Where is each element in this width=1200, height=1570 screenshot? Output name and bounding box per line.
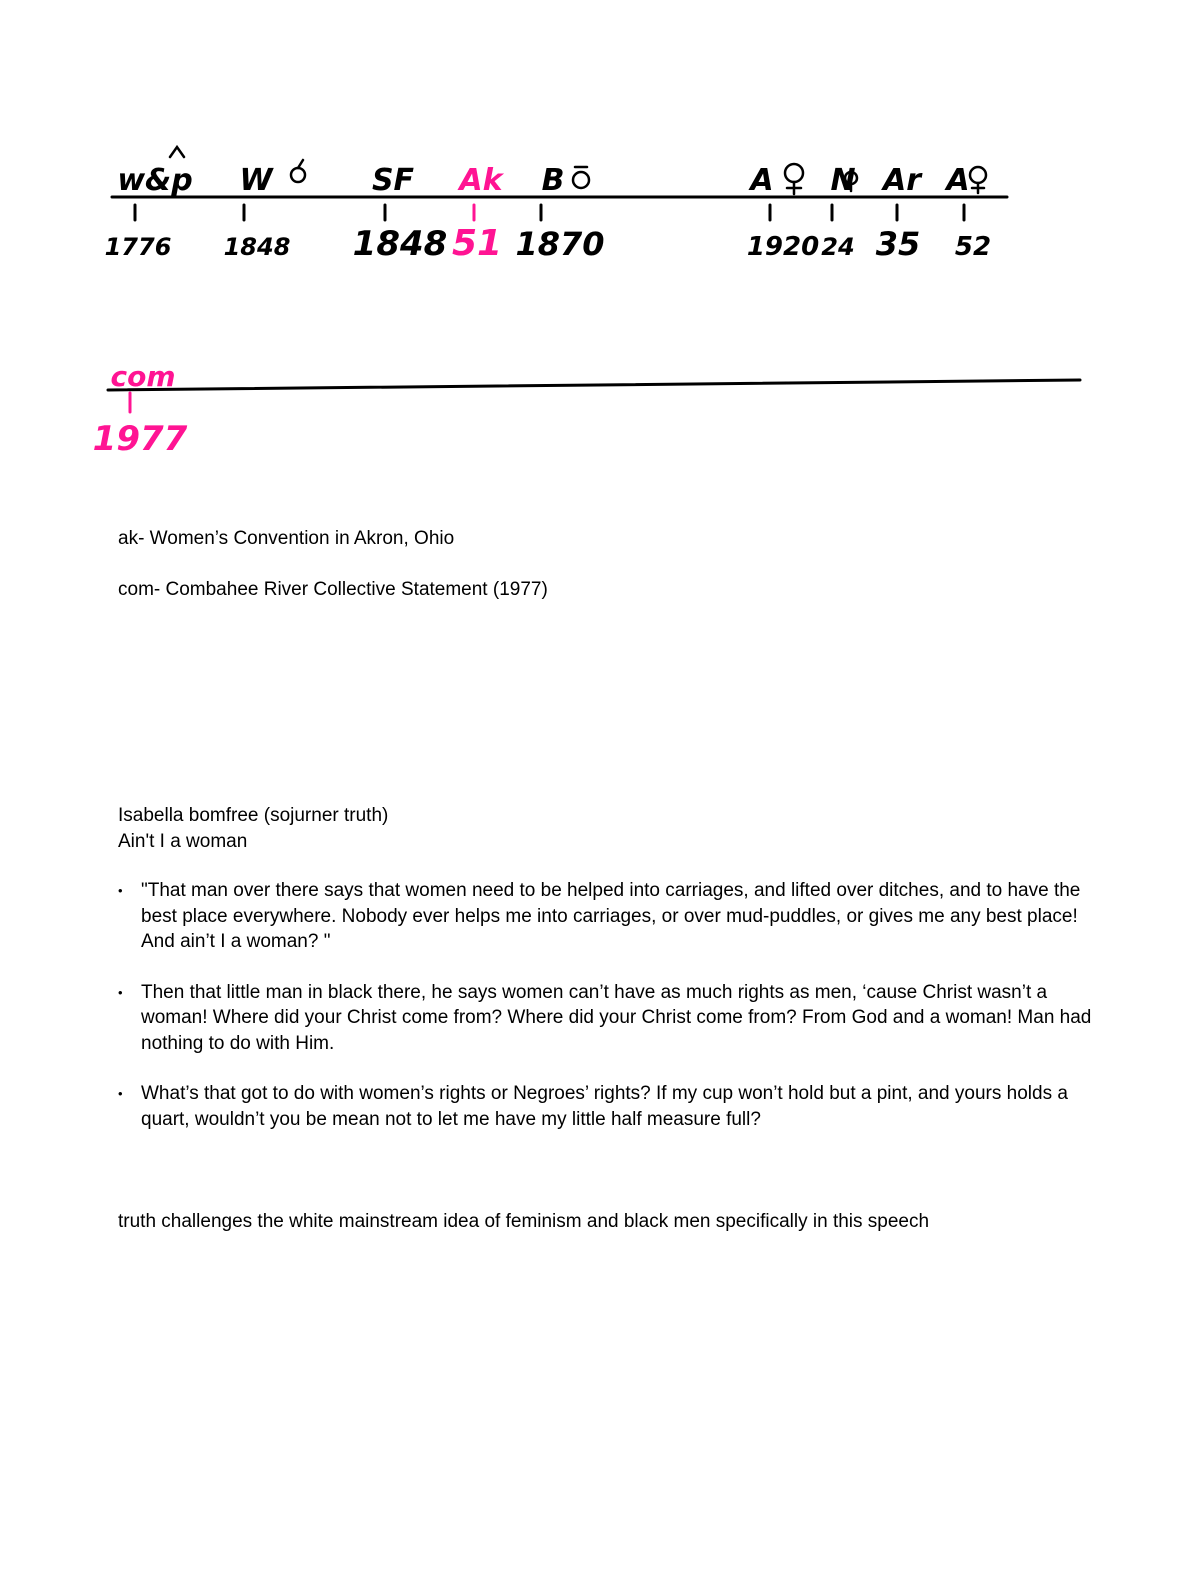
timeline-1-years bbox=[105, 223, 991, 264]
timeline-1-labels bbox=[117, 163, 969, 198]
legend-com: com- Combahee River Collective Statement (1977) bbox=[118, 579, 548, 600]
speech-title: Ain't I a woman bbox=[118, 831, 248, 852]
timeline-2-events bbox=[93, 360, 188, 459]
timeline-2-axis bbox=[108, 380, 1080, 390]
timeline-1-event-label: B bbox=[541, 163, 565, 198]
timeline-1-event-year: 35 bbox=[875, 225, 921, 263]
timeline-1-ticks bbox=[135, 205, 964, 220]
bullet-marker: • bbox=[118, 1086, 123, 1101]
speech-quotes-list bbox=[118, 878, 1098, 1157]
speech-speaker: Isabella bomfree (sojurner truth) bbox=[118, 805, 389, 826]
timeline-2-event-year: 1977 bbox=[92, 419, 188, 459]
list-item bbox=[118, 1081, 1098, 1132]
timeline-2-event-label: com bbox=[110, 360, 176, 393]
timeline-1-event-label: SF bbox=[371, 163, 415, 198]
timeline-1-event-year: 1920 bbox=[746, 232, 820, 262]
timeline-1-event-label: A bbox=[946, 163, 970, 198]
timeline-1-event-label: Ak bbox=[459, 163, 503, 198]
bullet-marker: • bbox=[118, 883, 123, 898]
handwritten-timelines bbox=[0, 0, 1200, 480]
legend-ak: ak- Women’s Convention in Akron, Ohio bbox=[118, 528, 455, 549]
conclusion-text: truth challenges the white mainstream idea of feminism and black men specifically in this speech bbox=[118, 1211, 930, 1232]
list-item bbox=[118, 980, 1098, 1057]
timeline-1-event-year: 1870 bbox=[515, 225, 605, 263]
timeline-1-event-year: 1848 bbox=[352, 224, 448, 264]
quote-text: Then that little man in black there, he says women can’t have as much rights as men, ‘cause Christ wasn’t a woman! Where did your Christ come from? Where did your Christ come from? From God and a woman! Man had nothing to do with Him. bbox=[141, 981, 1092, 1054]
quote-text: "That man over there says that women need to be helped into carriages, and lifted over ditches, and to have the best place everywhere. Nobody ever helps me into carriages, or over mud-puddles, or gives me any best place! And ain’t I a woman? " bbox=[141, 880, 1081, 952]
timeline-1-event-year: 24 bbox=[821, 233, 855, 261]
timeline-1-event-label: w&p bbox=[117, 163, 193, 198]
quote-text: What’s that got to do with women’s rights or Negroes’ rights? If my cup won’t hold but a pint, and yours holds a quart, wouldn’t you be mean not to let me have my little half measure full? bbox=[141, 1083, 1068, 1130]
timeline-1-event-year: 51 bbox=[451, 223, 503, 264]
timeline-1-event-label: N bbox=[830, 163, 856, 198]
handwritten-symbol-marks bbox=[170, 147, 986, 194]
timeline-1-event-label: A bbox=[750, 163, 774, 198]
timeline-1-event-year: 1776 bbox=[104, 233, 172, 261]
timeline-1-event-label: Ar bbox=[882, 163, 922, 198]
timeline-1-event-year: 52 bbox=[954, 232, 992, 262]
list-item bbox=[118, 878, 1098, 955]
timeline-1-event-year: 1848 bbox=[223, 233, 291, 261]
bullet-marker: • bbox=[118, 984, 123, 1000]
timeline-1-event-label: W bbox=[239, 163, 273, 198]
